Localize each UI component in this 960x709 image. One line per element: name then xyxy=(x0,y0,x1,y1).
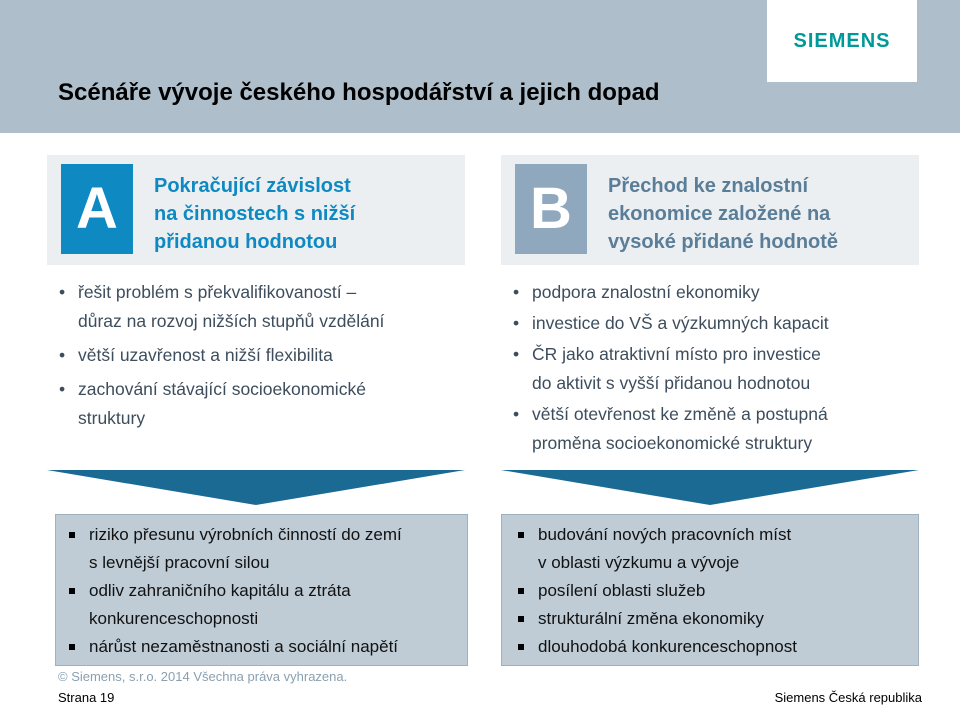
scenario-a-title-line: přidanou hodnotou xyxy=(154,231,338,253)
bullet-line: • řešit problém s překvalifikovaností – xyxy=(78,282,357,302)
impact-line: konkurenceschopnosti xyxy=(89,609,259,628)
list-item xyxy=(59,375,459,433)
list-item xyxy=(513,309,913,338)
list-item xyxy=(513,400,913,458)
page-title: Scénáře vývoje českého hospodářství a jejich dopad xyxy=(58,79,660,106)
bullet-line: proměna socioekonomické struktury xyxy=(532,433,813,453)
scenario-a-bullets xyxy=(59,278,459,433)
list-item xyxy=(69,577,467,633)
bullet-line: • větší uzavřenost a nižší flexibilita xyxy=(78,345,333,365)
header-band xyxy=(0,0,960,133)
impact-line: riziko přesunu výrobních činností do zemí xyxy=(89,525,402,544)
impact-line: v oblasti výzkumu a vývoje xyxy=(538,553,740,572)
impact-line: budování nových pracovních míst xyxy=(538,525,792,544)
scenario-a-title-line: Pokračující závislost xyxy=(154,175,351,197)
list-item xyxy=(518,605,918,633)
scenario-a-arrow xyxy=(47,470,465,505)
scenario-a-impacts-box xyxy=(55,514,468,666)
scenario-b-bullets xyxy=(513,278,913,458)
logo-box xyxy=(767,0,917,82)
scenario-a-letter: A xyxy=(61,164,133,254)
list-item xyxy=(69,521,467,577)
bullet-line: do aktivit s vyšší přidanou hodnotou xyxy=(532,373,811,393)
impact-line: nárůst nezaměstnanosti a sociální napětí xyxy=(89,637,399,656)
list-item xyxy=(59,341,459,370)
list-item xyxy=(59,278,459,336)
bullet-line: důraz na rozvoj nižších stupňů vzdělání xyxy=(78,311,385,331)
list-item xyxy=(518,521,918,577)
company-name: Siemens Česká republika xyxy=(774,690,922,705)
scenario-a-impacts xyxy=(69,515,467,661)
bullet-line: • ČR jako atraktivní místo pro investice xyxy=(532,344,821,364)
scenario-b-arrow xyxy=(501,470,919,505)
scenario-b-impacts xyxy=(518,515,918,661)
scenario-b-title-line: vysoké přidané hodnotě xyxy=(608,231,839,253)
list-item xyxy=(513,340,913,398)
impact-line: dlouhodobá konkurenceschopnost xyxy=(538,637,797,656)
impact-line: s levnější pracovní silou xyxy=(89,553,270,572)
scenario-b-letter: B xyxy=(515,164,587,254)
bullet-line: • podpora znalostní ekonomiky xyxy=(532,282,760,302)
scenario-a-title-line: na činnostech s nižší xyxy=(154,203,356,225)
list-item xyxy=(513,278,913,307)
impact-line: posílení oblasti služeb xyxy=(538,581,706,600)
siemens-logo: SIEMENS xyxy=(793,30,891,52)
list-item xyxy=(518,633,918,661)
impact-line: strukturální změna ekonomiky xyxy=(538,609,764,628)
page-number: Strana 19 xyxy=(58,690,115,705)
scenario-a-header xyxy=(47,155,465,265)
bullet-line: • zachování stávající socioekonomické xyxy=(78,379,366,399)
scenario-b-title-line: ekonomice založené na xyxy=(608,203,831,225)
scenario-b-title xyxy=(608,172,838,256)
scenario-a-title xyxy=(154,172,355,256)
bullet-line: • investice do VŠ a výzkumných kapacit xyxy=(532,313,829,333)
bullet-line: • větší otevřenost ke změně a postupná xyxy=(532,404,828,424)
bullet-line: struktury xyxy=(78,408,146,428)
impact-line: odliv zahraničního kapitálu a ztráta xyxy=(89,581,351,600)
copyright-notice: © Siemens, s.r.o. 2014 Všechna práva vyhrazena. xyxy=(58,669,348,684)
scenario-b-header xyxy=(501,155,919,265)
list-item xyxy=(69,633,467,661)
scenario-b-title-line: Přechod ke znalostní xyxy=(608,175,809,197)
list-item xyxy=(518,577,918,605)
scenario-b-impacts-box xyxy=(501,514,919,666)
